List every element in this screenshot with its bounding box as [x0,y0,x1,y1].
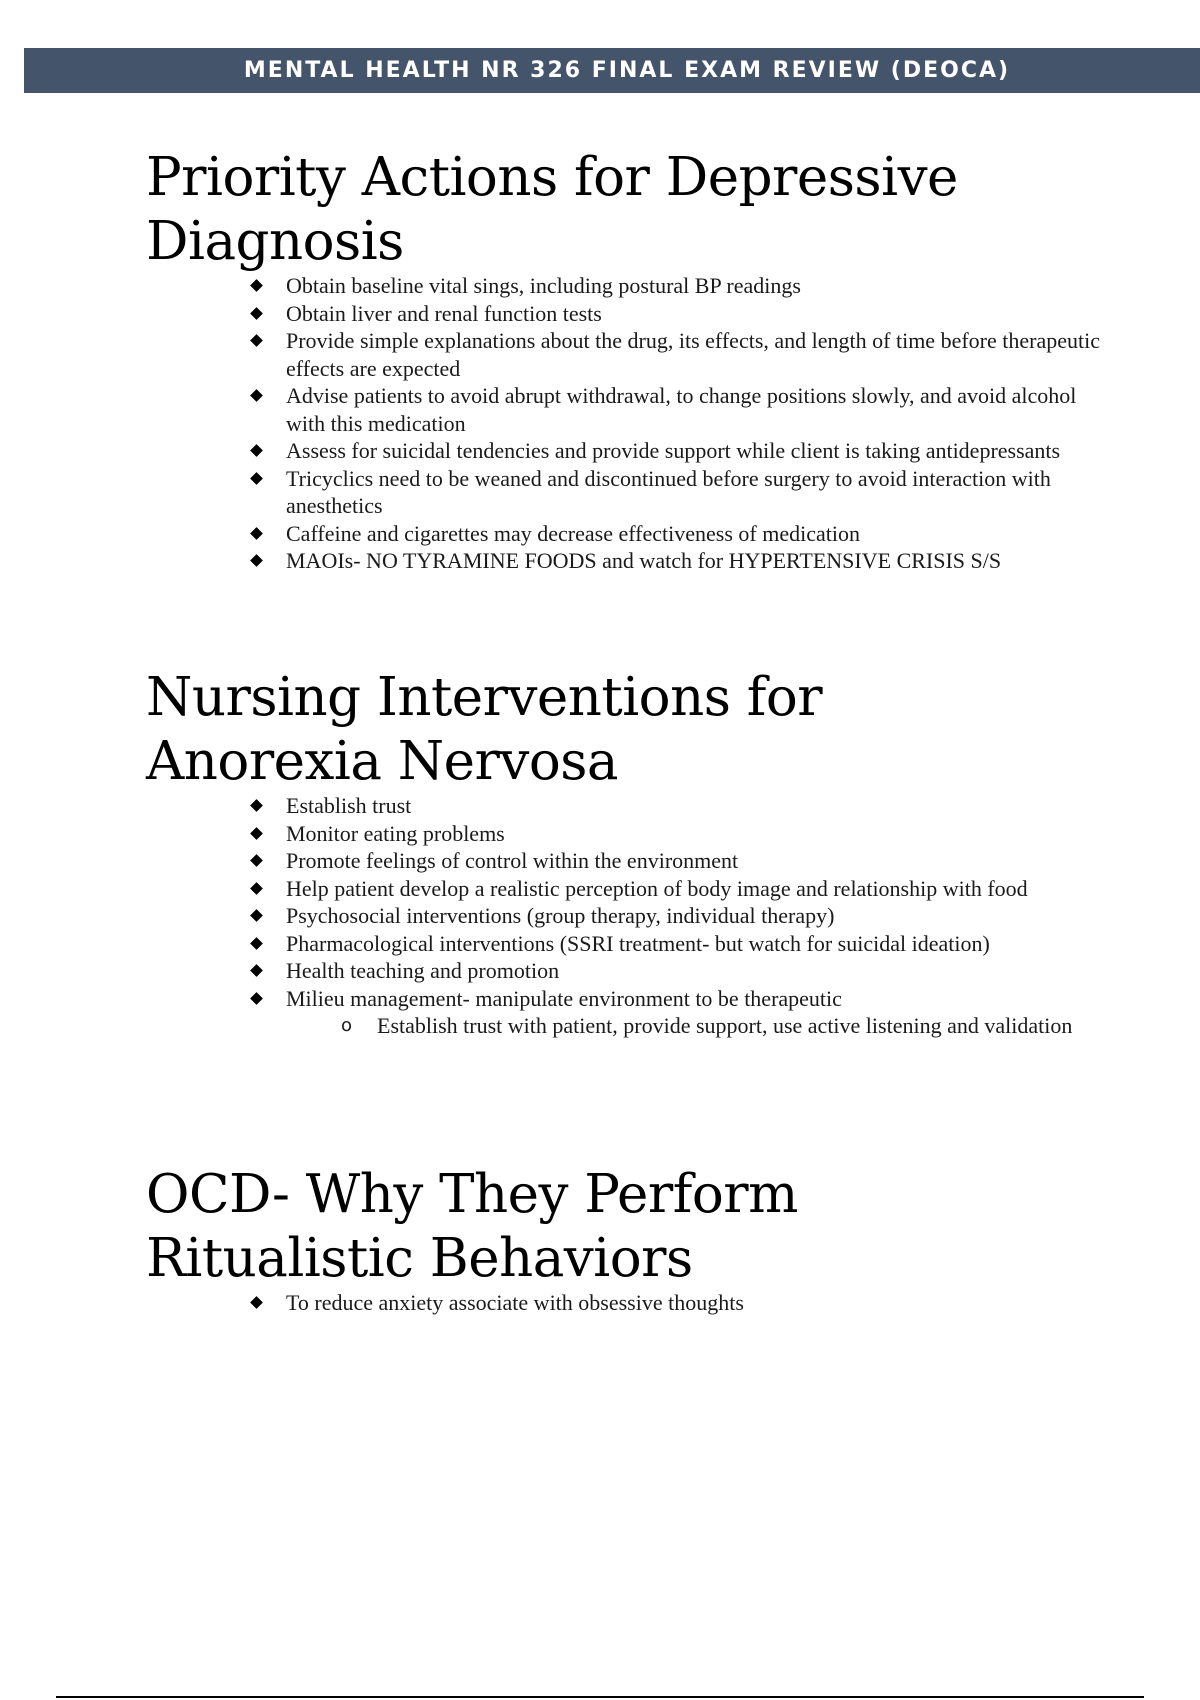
diamond-bullet-icon [250,554,263,567]
section-depressive [146,146,1106,575]
diamond-bullet-icon [250,937,263,950]
diamond-bullet-icon [250,992,263,1005]
header-title: MENTAL HEALTH NR 326 FINAL EXAM REVIEW (DEOCA) [243,58,1011,83]
circle-bullet-icon: o [341,1015,353,1036]
header-band [24,48,1200,93]
list-item [250,930,1106,958]
diamond-bullet-icon [250,1296,263,1309]
diamond-bullet-icon [250,472,263,485]
list-item-text: Obtain baseline vital sings, including postural BP readings [286,273,801,298]
section-heading: OCD- Why They Perform Ritualistic Behaviors [146,1164,798,1289]
list-item-text: Milieu management- manipulate environment to be therapeutic [286,985,842,1011]
section-anorexia [146,666,1106,1040]
list-item [250,547,1106,575]
bullet-list [146,1289,1106,1317]
sub-list-item [341,1012,1106,1040]
diamond-bullet-icon [250,854,263,867]
list-item-text: Obtain liver and renal function tests [286,300,602,326]
list-item-text: MAOIs- NO TYRAMINE FOODS and watch for HYPERTENSIVE CRISIS S/S [286,548,1002,573]
sub-bullet-list [286,1012,1106,1040]
list-item [250,875,1106,903]
list-item [250,1289,1106,1317]
section-heading: Nursing Interventions for Anorexia Nervosa [146,667,823,792]
sub-list-item-text: Establish trust with patient, provide support, use active listening and validation [377,1013,1073,1038]
diamond-bullet-icon [250,827,263,840]
list-item-text: Pharmacological interventions (SSRI treatment- but watch for suicidal ideation) [286,930,990,956]
list-item-text: Provide simple explanations about the drug, its effects, and length of time before therapeutic effects are expected [286,328,1100,381]
list-item-text: Promote feelings of control within the environment [286,848,739,873]
list-item [250,847,1106,875]
list-item-text: Establish trust [286,793,412,818]
list-item-text: Monitor eating problems [286,820,505,846]
list-item [250,437,1106,465]
list-item [250,902,1106,930]
list-item [250,985,1106,1040]
list-item-text: Health teaching and promotion [286,958,560,983]
diamond-bullet-icon [250,964,263,977]
list-item-text: Help patient develop a realistic perception of body image and relationship with food [286,875,1028,901]
bullet-list [146,272,1106,575]
diamond-bullet-icon [250,909,263,922]
list-item-text: Caffeine and cigarettes may decrease effectiveness of medication [286,520,860,546]
list-item [250,382,1106,437]
section-ocd [146,1163,1106,1317]
bullet-list [146,792,1106,1040]
list-item [250,272,1106,300]
diamond-bullet-icon [250,799,263,812]
section-heading: Priority Actions for Depressive Diagnosis [146,147,958,272]
list-item-text: Tricyclics need to be weaned and discontinued before surgery to avoid interaction with anesthetics [286,465,1051,518]
diamond-bullet-icon [250,307,263,320]
list-item [250,820,1106,848]
list-item [250,465,1106,520]
list-item-text: Advise patients to avoid abrupt withdrawal, to change positions slowly, and avoid alcohol with this medication [286,383,1077,436]
list-item [250,792,1106,820]
diamond-bullet-icon [250,444,263,457]
diamond-bullet-icon [250,527,263,540]
list-item [250,327,1106,382]
diamond-bullet-icon [250,882,263,895]
diamond-bullet-icon [250,279,263,292]
list-item [250,520,1106,548]
list-item-text: Psychosocial interventions (group therapy, individual therapy) [286,903,835,928]
list-item-text: To reduce anxiety associate with obsessive thoughts [286,1290,744,1315]
list-item-text: Assess for suicidal tendencies and provide support while client is taking antidepressants [286,438,1061,463]
list-item [250,957,1106,985]
list-item [250,300,1106,328]
footer-divider [56,1696,1144,1698]
diamond-bullet-icon [250,334,263,347]
diamond-bullet-icon [250,389,263,402]
